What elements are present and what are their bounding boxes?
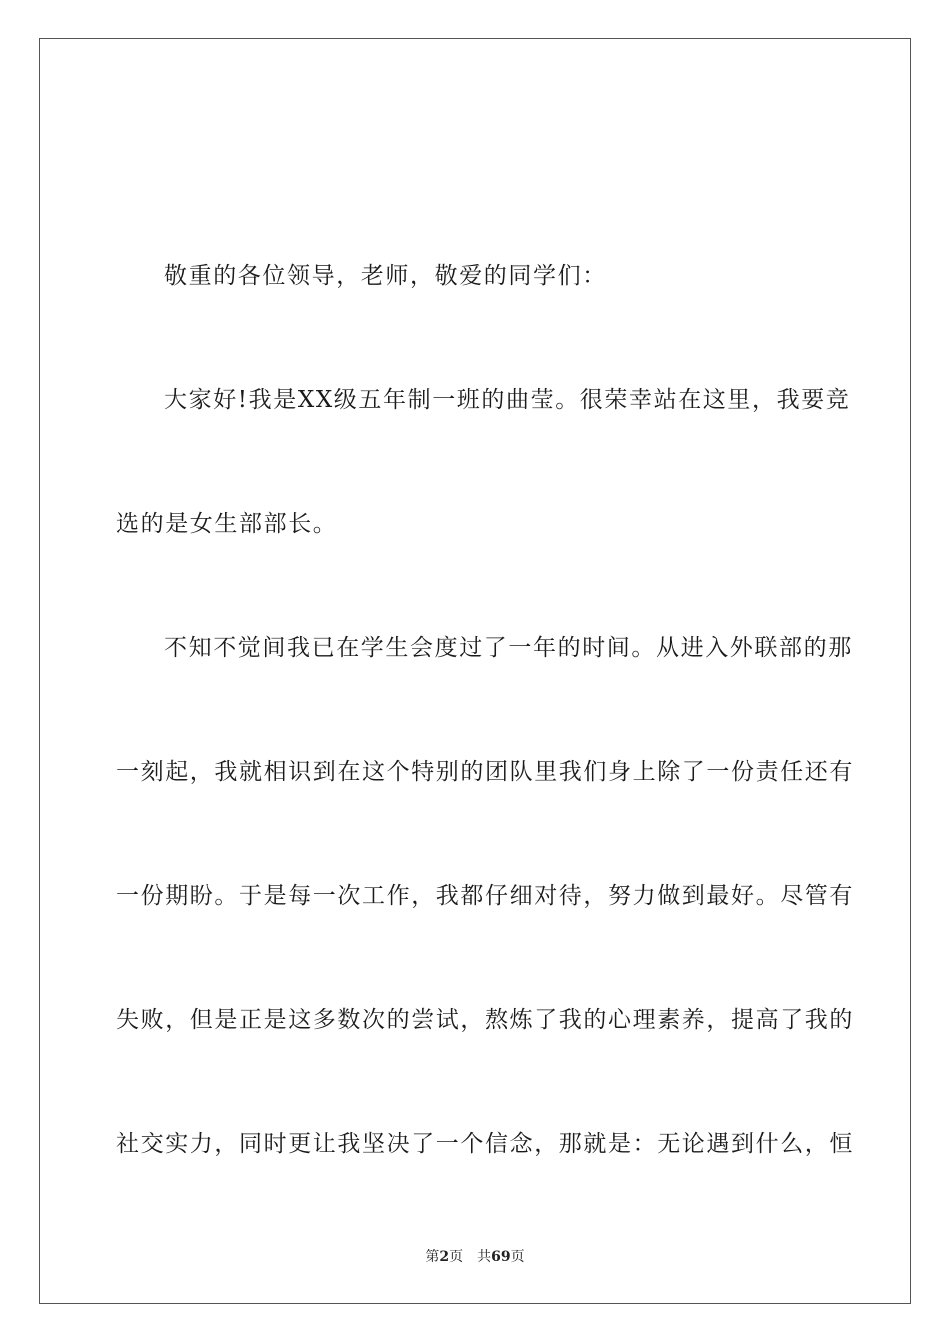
paragraph-line: 社交实力，同时更让我坚决了一个信念，那就是：无论遇到什么，恒: [116, 1131, 854, 1157]
paragraph-line: 大家好!我是XX级五年制一班的曲莹。很荣幸站在这里，我要竞: [164, 387, 851, 413]
salutation-line: 敬重的各位领导，老师，敬爱的同学们：: [164, 263, 607, 289]
paragraph-line: 不知不觉间我已在学生会度过了一年的时间。从进入外联部的那: [164, 635, 853, 661]
page-suffix: 页: [449, 1249, 464, 1265]
page-number: 2: [439, 1249, 450, 1265]
page-footer: [0, 1248, 950, 1266]
paragraph-line: 一份期盼。于是每一次工作，我都仔细对待，努力做到最好。尽管有: [116, 883, 854, 909]
total-suffix: 页: [510, 1249, 525, 1265]
page-prefix: 第: [425, 1249, 440, 1265]
paragraph-line: 选的是女生部部长。: [116, 511, 338, 537]
total-prefix: 共: [477, 1249, 492, 1265]
total-pages: 69: [491, 1249, 511, 1265]
paragraph-line: 失败，但是正是这多数次的尝试，熬炼了我的心理素养，提高了我的: [116, 1007, 854, 1033]
paragraph-line: 一刻起，我就相识到在这个特别的团队里我们身上除了一份责任还有: [116, 759, 854, 785]
page-frame: [39, 38, 911, 1304]
